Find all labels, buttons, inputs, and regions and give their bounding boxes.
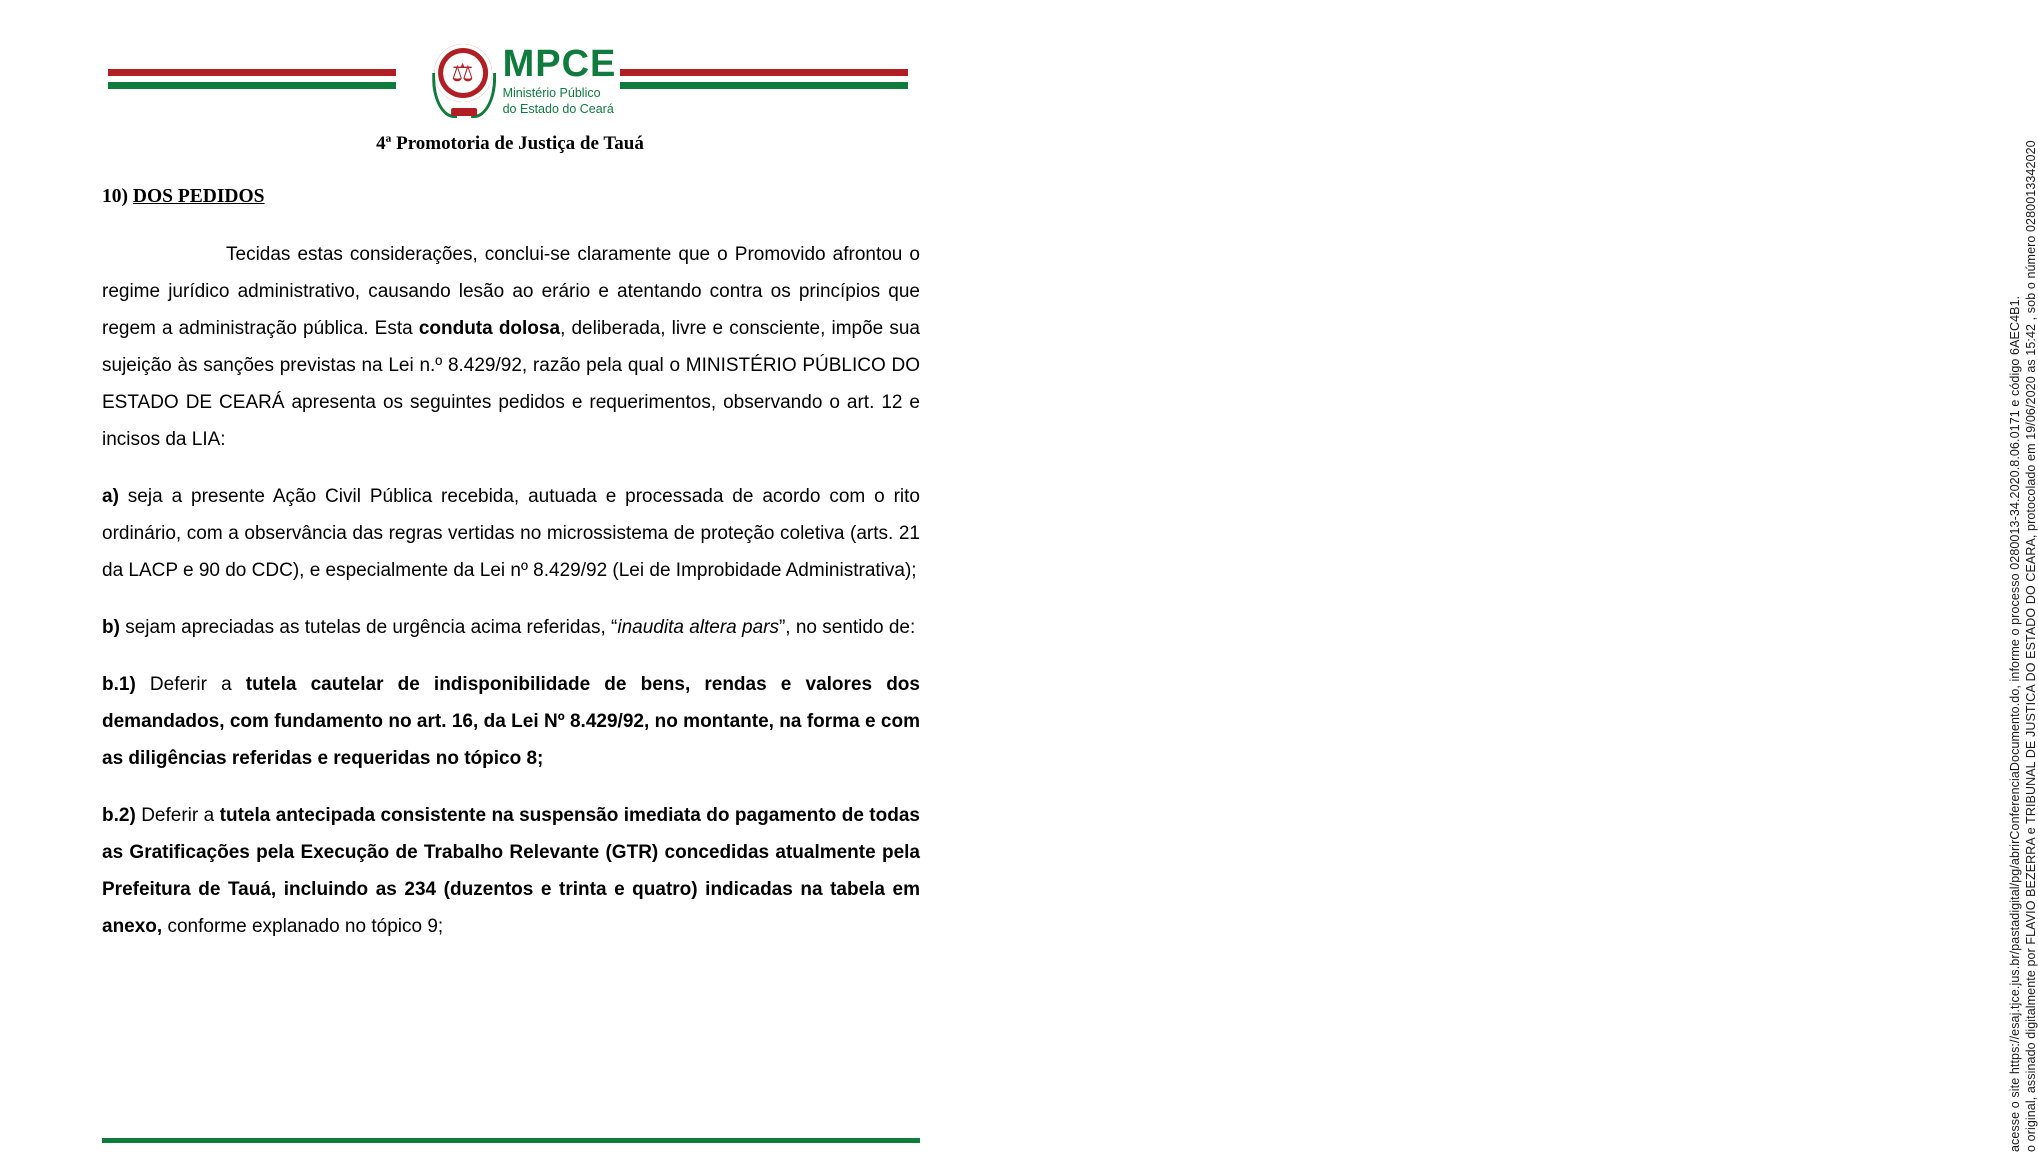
item-b-italic-latin: inaudita altera pars [617,616,779,638]
logo-subtitle-line2: do Estado do Ceará [502,101,614,116]
logo-wordmark [502,42,617,117]
signature-stamp-line2: acesse o site https://esaj.tjce.jus.br/pastadigital/pg/abrirConferenciaDocumento.do, informe o processo 0280013-34.2020.8.06.0171 e código 6AEC4B1. [2008,295,2022,1152]
paragraph-item-b1 [102,666,920,777]
rule-left-red [108,69,396,76]
rule-right-red [620,69,908,76]
paragraph-item-a [102,478,920,589]
section-heading [102,180,920,214]
logo-acronym: MPCE [502,42,617,85]
mpce-logo [433,44,617,118]
logo-subtitle-line1: Ministério Público [502,85,601,100]
item-b2-text-part2: conforme explanado no tópico 9; [162,916,444,938]
item-a-text: seja a presente Ação Civil Pública recebida, autuada e processada de acordo com o rito ordinário, com a observância das regras vertidas no microssistema de proteção coletiva (arts. 21 da LACP e 90 do CDC), e especialmente da Lei nº 8.429/92 (Lei de Improbidade Administrativa); [102,485,920,581]
paragraph-item-b2 [102,797,920,945]
paragraph-intro [102,236,920,458]
item-b-text-part1: sejam apreciadas as tutelas de urgência acima referidas, “ [119,616,618,638]
justice-scales-crest-icon [433,44,495,118]
footer-green-rule [102,1138,920,1143]
item-b1-marker: b.1) [102,674,136,695]
rule-left [108,52,396,92]
rule-left-green [108,82,396,89]
item-b-text-part2: ”, no sentido de: [778,616,916,638]
item-b1-bold-text: tutela cautelar de indisponibilidade de bens, rendas e valores dos demandados, com fundamento no art. 16, da Lei Nº 8.429/92, no montante, na forma e com as diligências referidas e requeridas no tópico 8; [102,674,920,770]
document-header [0,0,1049,154]
item-b2-bold-text: tutela antecipada consistente na suspensão imediata do pagamento de todas as Gratificações pela Execução de Trabalho Relevante (GTR) concedidas atualmente pela Prefeitura de Tauá, incluindo as 234 (duzentos e trinta e quatro) indicadas na tabela em anexo, [102,805,920,938]
item-b2-marker: b.2) [102,805,136,827]
item-b1-text-part1: Deferir a [135,674,246,695]
crest-ribbon [451,108,477,116]
item-b2-text-part1: Deferir a [135,805,220,827]
item-a-marker: a) [102,485,119,507]
digital-signature-stamp [989,0,2038,1161]
intro-text-part1: Tecidas estas considerações, conclui-se claramente que o Promovido afrontou o regime jurídico administrativo, causando lesão ao erário e atentando contra os princípios que regem a administração pública. Esta [102,243,920,339]
section-number: 10) [102,186,128,207]
crest-scales-glyph: ⚖ [443,53,483,93]
paragraph-item-b [102,609,920,646]
rule-right [620,52,908,92]
item-b-marker: b) [102,616,120,638]
intro-text-part2: , deliberada, livre e consciente, impõe sua sujeição às sanções previstas na Lei n.º 8.429/92, razão pela qual o MINISTÉRIO PÚBLICO DO ESTADO DE CEARÁ apresenta os seguintes pedidos e requerimentos, observando o art. 12 e incisos da LIA: [102,317,920,450]
intro-bold-conduta: conduta dolosa [418,317,561,339]
signature-stamp-line1: o original, assinado digitalmente por FLAVIO BEZERRA e TRIBUNAL DE JUSTICA DO ESTADO DO CEARA, protocolado em 19/06/2020 as 15:42 , sob o número 0280013342020 [2024,140,2038,1152]
promotoria-title: 4ª Promotoria de Justiça de Tauá [376,133,644,154]
section-title-text: DOS PEDIDOS [132,186,265,207]
document-body [102,180,920,965]
rule-right-green [620,82,908,89]
